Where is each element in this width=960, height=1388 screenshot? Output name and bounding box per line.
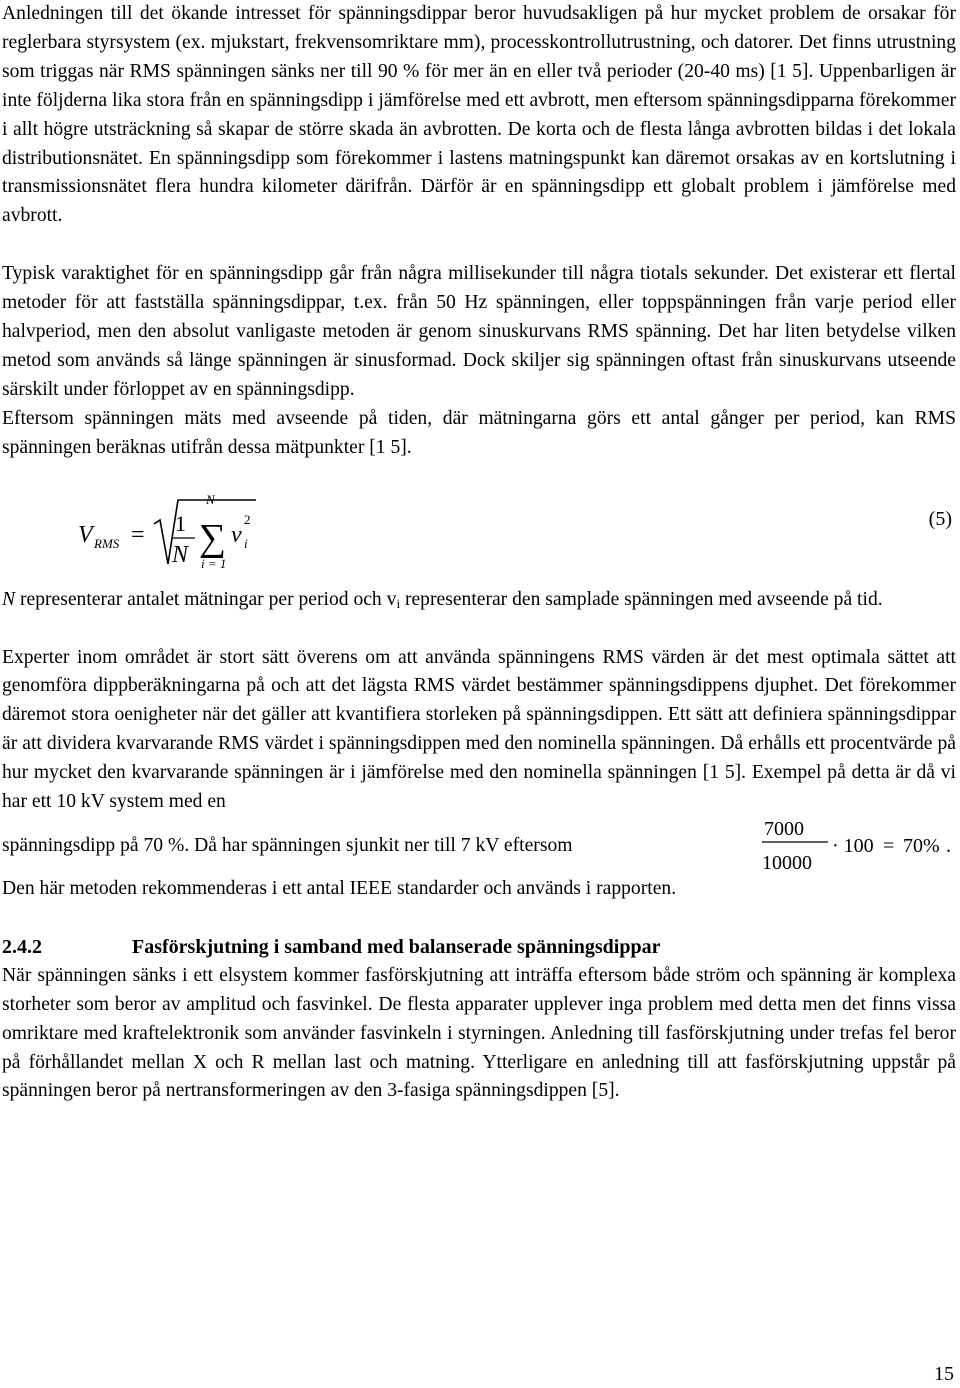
inline-trailing: .: [946, 834, 951, 857]
paragraph-experts: Experter inom området är stort sätt överens om att använda spänningens RMS värden är det mest optimala sättet att genomföra dippberäkningarna på och att det lägsta RMS värdet bestämmer spänningsdippens djuphet. Det förekommer däremot stora oenigheter när det gäller att kvantifiera storleken på spänningsdippen. Ett sätt att definiera spänningsdippar är att dividera kvarvarande RMS värdet i spänningsdippen med den nominella spänningen. Då erhålls ett procentvärde på hur mycket den kvarvarande spänningen är i jämförelse med den nominella spänningen [1 5]. Exempel på detta är då vi har ett 10 kV system med en: [2, 646, 956, 813]
document-page: [2, 0, 956, 1106]
equation-equals: =: [131, 521, 145, 548]
inline-numerator: 7000: [764, 817, 804, 840]
section-number: 2.4.2: [2, 935, 42, 958]
equation-frac-den: N: [172, 541, 189, 568]
sum-symbol: ∑: [199, 516, 227, 559]
equation-term: v: [231, 521, 242, 548]
equation-number: (5): [928, 507, 952, 530]
section-title: Fasförskjutning i samband med balanserade spänningsdippar: [132, 935, 661, 958]
inline-equation: [762, 813, 960, 875]
equation-frac-num: 1: [175, 510, 186, 536]
inline-equals: =: [883, 834, 895, 857]
paragraph-duration: Typisk varaktighet för en spänningsdipp går från några millisekunder till några tiotals sekunder. Det existerar ett flertal metoder för att fastställa spänningsdippar, t.ex. från 50 Hz spänningen, eller toppspänningen från varje period eller halvperiod, men den absolut vanligaste metoden är genom sinuskurvans RMS spänning. Det har liten betydelse vilken metod som används så länge spänningen är sinusformad. Dock skiljer sig spänningen oftast från sinuskurvans utseende särskilt under förloppet av en spänningsdipp.: [2, 263, 956, 400]
equation-lhs: V: [78, 521, 93, 548]
paragraph-definition: [2, 586, 956, 615]
paragraph-rms-measurement: Eftersom spänningen mäts med avseende på tiden, där mätningarna görs ett antal gånger per period, kan RMS spänningen beräknas utifrån dessa mätpunkter [1 5].: [2, 407, 956, 458]
equation-term-sub: i: [244, 535, 248, 551]
inline-equation-lead: spänningsdipp på 70 %. Då har spänningen sjunkit ner till 7 kV eftersom: [2, 834, 573, 856]
inline-denominator: 10000: [762, 851, 812, 874]
equation-rms-graphic: [2, 482, 956, 586]
sum-upper-limit: N: [206, 491, 215, 507]
page-number: 15: [934, 1363, 954, 1385]
paragraph-phase-shift: När spänningen sänks i ett elsystem kommer fasförskjutning att inträffa eftersom både ström och spänning är komplexa storheter som beror av amplitud och fasvinkel. De flesta apparater upplever inga problem med detta men det finns vissa omriktare med kraftelektronik som använder fasvinkeln i styrningen. Anledning till fasförskjutning under trefas fel beror på förhållandet mellan X och R mellan last och matning. Ytterligare en anledning till att fasförskjutning uppstår på spänningen beror på nertransformeringen av den 3-fasiga spänningsdippen [5].: [2, 964, 956, 1102]
variable-n: N: [2, 588, 16, 610]
definition-text-b: representerar den samplade spänningen med avseende på tid.: [400, 588, 883, 610]
definition-subscript: i: [396, 595, 401, 611]
equation-rms: [2, 482, 956, 586]
section-heading: [2, 933, 956, 962]
inline-result: 70%: [903, 834, 940, 857]
inline-equation-line: [2, 817, 956, 875]
definition-text-a: representerar antalet mätningar per period och v: [15, 588, 397, 610]
paragraph-intro: Anledningen till det ökande intresset för spänningsdippar beror huvudsakligen på hur mycket problem de orsakar för reglerbara styrsystem (ex. mjukstart, frekvensomriktare mm), processkontrollutrustning, och datorer. Det finns utrustning som triggas när RMS spänningen sänks ner till 90 % för mer än en eller två perioder (20-40 ms) [1 5]. Uppenbarligen är inte följderna lika stora från en spänningsdipp i jämförelse med ett avbrott, men eftersom spänningsdipparna förekommer i allt högre utsträckning så skapar de större skada än avbrotten. De korta och de flesta långa avbrotten bildas i det lokala distributionsnätet. En spänningsdipp som förekommer i lastens matningspunkt kan däremot orsakas av en kortslutning i transmissionsnätet flera hundra kilometer därifrån. Därför är en spänningsdipp ett globalt problem i jämförelse med avbrott.: [2, 3, 956, 227]
sum-lower-limit: i = 1: [201, 555, 227, 571]
equation-term-sup: 2: [244, 511, 251, 527]
paragraph-ieee: Den här metoden rekommenderas i ett antal IEEE standarder och används i rapporten.: [2, 877, 677, 899]
inline-multiplier: · 100: [832, 834, 874, 857]
equation-lhs-sub: RMS: [94, 535, 120, 551]
